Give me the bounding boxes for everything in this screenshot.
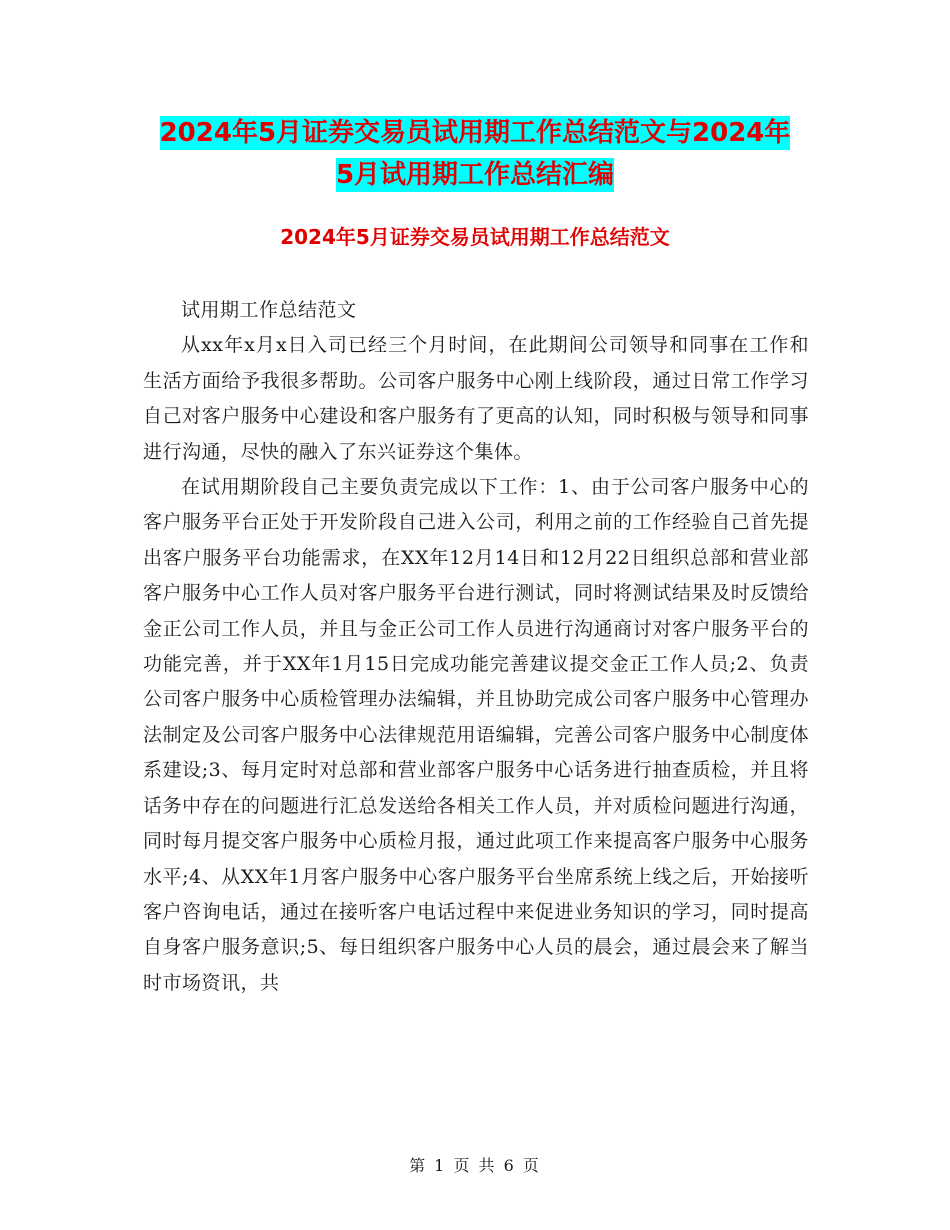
paragraph-work-list: 在试用期阶段自己主要负责完成以下工作：1、由于公司客户服务中心的客户服务平台正处于开发阶段自己进入公司，利用之前的工作经验自己首先提出客户服务平台功能需求，在XX年12月14日和12月22日组织总部和营业部客户服务中心工作人员对客户服务平台进行测试，同时将测试结果及时反馈给金正公司工作人员，并且与金正公司工作人员进行沟通商讨对客户服务平台的功能完善，并于XX年1月15日完成功能完善建议提交金正工作人员;2、负责公司客户服务中心质检管理办法编辑，并且协助完成公司客户服务中心管理办法制定及公司客户服务中心法律规范用语编辑，完善公司客户服务中心制度体系建设;3、每月定时对总部和营业部客户服务中心话务进行抽查质检，并且将话务中存在的问题进行汇总发送给各相关工作人员，并对质检问题进行沟通，同时每月提交客户服务中心质检月报，通过此项工作来提高客户服务中心服务水平;4、从XX年1月客户服务中心客户服务平台坐席系统上线之后，开始接听客户咨询电话，通过在接听客户电话过程中来促进业务知识的学习，同时提高自身客户服务意识;5、每日组织客户服务中心人员的晨会，通过晨会来了解当时市场资讯，共 [143,476,809,994]
paragraph-heading: 试用期工作总结范文 [181,299,357,321]
title-line-2: 5月试用期工作总结汇编 [335,160,615,190]
section-title: 2024年5月证券交易员试用期工作总结范文 [280,225,670,249]
document-title [0,112,950,196]
paragraph-intro: 从xx年x月x日入司已经三个月时间，在此期间公司领导和同事在工作和生活方面给予我很多帮助。公司客户服务中心刚上线阶段，通过日常工作学习自己对客户服务中心建设和客户服务有了更高的认知，同时积极与领导和同事进行沟通，尽快的融入了东兴证券这个集体。 [143,334,809,463]
title-line-1: 2024年5月证券交易员试用期工作总结范文与2024年 [159,118,791,148]
page-footer: 第 1 页 共 6 页 [409,1156,541,1175]
body-text [143,293,809,1001]
